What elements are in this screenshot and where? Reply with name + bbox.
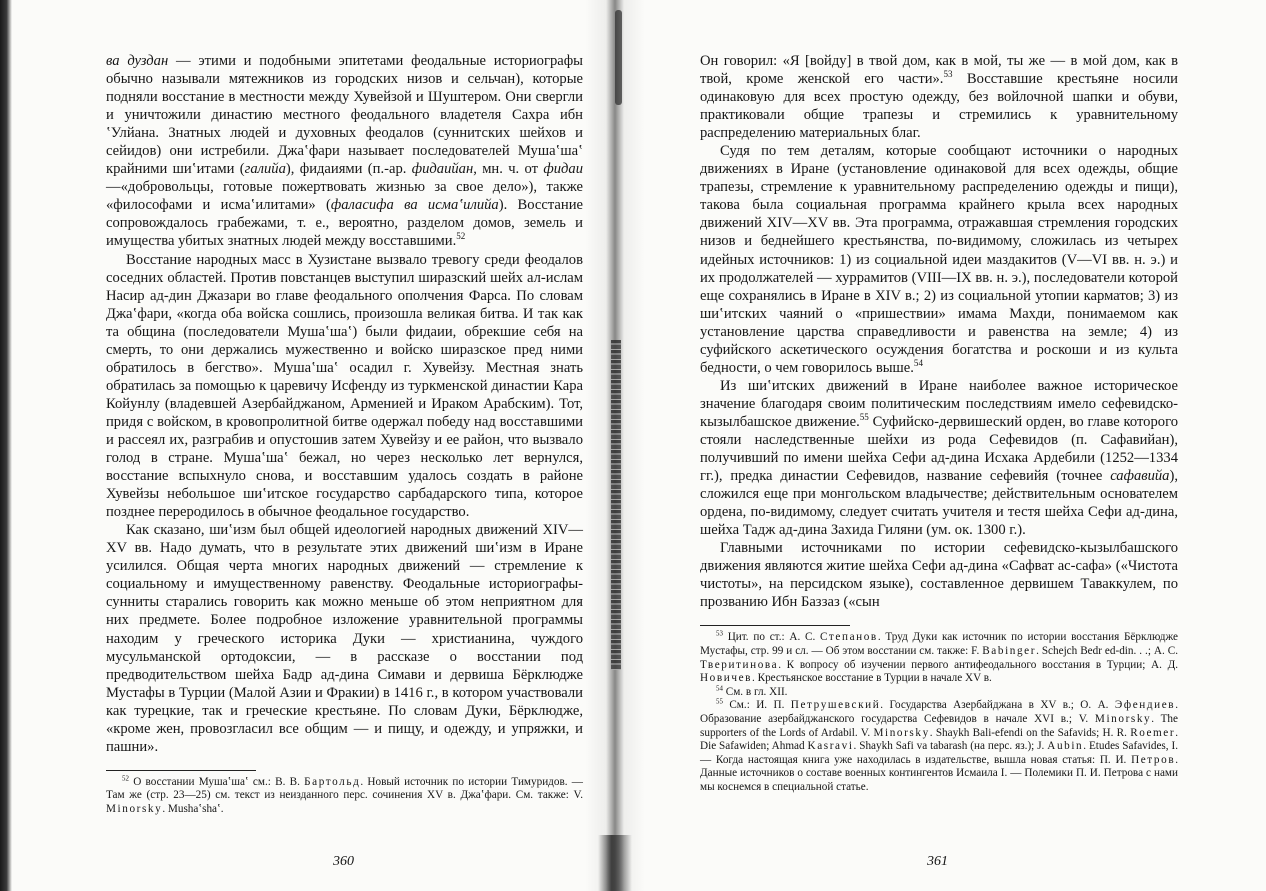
right-page: [700, 52, 1178, 795]
left-paragraph-2: Восстание народных масс в Хузистане вызвало тревогу среди феодалов соседних областей. Против повстанцев выступил ширазский шейх ал-ислам Насир ад-дин Джазари во главе феодального ополчения Фарса. По словам Джаʽфари, «когда оба войска сошлись, произошла великая битва. И так как та община (последователи Мушаʽшаʽ) были фидаии, обрекшие себя на смерть, то они держались мужественно и войско ширазское пред ними обратилось в бегство». Мушаʽшаʽ осадил г. Хувейзу. Местная знать обратилась за помощью к царевичу Исфенду из туркменской династии Кара Койунлу (владевшей Азербайджаном, Арменией и Ираком Арабским). Тот, придя с войском, в кровопролитной битве одержал победу над восставшими и рассеял их, разграбив и опустошив затем Хувейзу и ее район, что вызвало голод в стране. Мушаʽшаʽ бежал, но через несколько лет вернулся, восстание вспыхнуло снова, и восставшим удалось создать в районе Хувейзы небольшое шиʽитское государство сарбадарского типа, которое позднее переродилось в обычное феодальное государство.: [106, 251, 583, 521]
footnote-55: $^{55}$ См.: И. П. Петрушевский. Государства Азербайджана в XV в.; О. А. Эфендиев. Образование азербайджанского государства Сефевидов в начале XVI в.; V. Minorsky. The supporters of the Lords of Ardabil. V. Minorsky. Shaykh Bali-efendi on the Safavids; H. R. Roemer. Die Safawiden; Ahmad Kasravi. Shaykh Safi va tabarash (на перс. яз.); J. Aubin. Etudes Safavides, I. — Когда настоящая книга уже находилась в издательстве, вышла новая статья: П. И. Петров. Данные источников о составе военных контингентов Исмаила I. — Полемики П. И. Петрова с нами мы коснемся в специальной статье.: [700, 697, 1179, 793]
left-paragraph-3: Как сказано, шиʽизм был общей идеологией народных движений XIV—XV вв. Надо думать, что в результате этих движений шиʽизм в Иране усилился. Общая черта многих народных движений — стремление к социальному и имущественному равенству. Феодальные историографы-сунниты старались говорить как можно меньше об этом неприятном для них предмете. Более подробное изложение уравнительной программы находим у греческого историка Дуки — христианина, чуждого мусульманской ортодоксии, — в рассказе о восстании под предводительством шейха Бадр ад-дина Симави и дервиша Бёрклюдже Мустафы в Турции (Малой Азии и Фракии) в 1416 г., в котором участвовали как турецкие, так и греческие крестьяне. По словам Дуки, Бёрклюдже, «кроме жен, провозгласил все общим — и пищу, и одежду, и упряжки, и пашни».: [106, 522, 583, 755]
book-gutter-shadow: [585, 0, 645, 891]
right-paragraph-4: Главными источниками по истории сефевидско-кызылбашского движения являются житие шейха Сефи ад-дина «Сафват ас-сафа» («Чистота чистоты», на персидском языке), составленное дервишем Таваккулем, по прозванию Ибн Баззаз («сын: [700, 540, 1178, 611]
scan-left-edge-shadow: [0, 0, 12, 891]
page-number-right: 361: [927, 854, 948, 869]
footnote-52: $^{52}$ О восстании Мушаʽшаʽ см.: В. В. Бартольд. Новый источник по истории Тимуридов. — Там же (стр. 23—25) см. текст из неизданного перс. сочинения XV в. Джаʽфари. См. также: V. Minorsky. Mushaʽshaʽ.: [106, 774, 583, 816]
left-paragraph-1: ва дуздан — этими и подобными эпитетами феодальные историографы обычно называли мятежников из городских низов и сельчан), которые подняли восстание в местности между Хувейзой и Шуштером. Они свергли и уничтожили династию местного феодального владетеля Сахра ибн ʽУлйана. Знатных людей и духовных феодалов (суннитских шейхов и сейидов) они истребили. Джаʽфари называет последователей Мушаʽшаʽ крайними шиʽитами (галийа), фидаиями (п.-ар. фидаийан, мн. ч. от фидаи —«добровольцы, готовые пожертвовать жизнью за свое дело»), также «философами и исмаʽилитами» (фаласифа ва исмаʽилийа). Восстание сопровождалось грабежами, т. е., вероятно, разделом домов, земель и имущества убитых знатных людей между восставшими.$^{52}$: [106, 53, 584, 250]
right-paragraph-1: Он говорил: «Я [войду] в твой дом, как в мой, ты же — в мой дом, как в твой, кроме женской его части».$^{53}$ Восставшие крестьяне носили одинаковую для всех простую одежду, без войлочной шапки и обуви, практиковали общие трапезы и стремились к уравнительному распределению материальных благ.: [700, 53, 1178, 142]
footnote-54: $^{54}$ См. в гл. XII.: [716, 684, 788, 698]
right-paragraph-3: Из шиʽитских движений в Иране наиболее важное историческое значение благодаря своим политическим последствиям имело сефевидско-кызылбашское движение.$^{55}$ Суфийско-дервишеский орден, во главе которого стояли наследственные шейхи из рода Сефевидов (п. Сафавийан), получивший по имени шейха Сефи ад-дина Исхака Ардебили (1252—1334 гг.), предка династии Сефевидов, название сефевийя (точнее сафавийа), сложился еще при монгольском владычестве; действительным основателем ордена, по-видимому, следует считать учителя и тестя шейха Сефи ад-дина, шейха Тадж ад-дина Захида Гиляни (ум. ок. 1300 г.).: [700, 377, 1178, 539]
page-number-left: 360: [333, 854, 354, 869]
left-page: [106, 52, 583, 817]
right-paragraph-2: Судя по тем деталям, которые сообщают источники о народных движениях в Иране (установление одинаковой для всех одежды, общие трапезы, стремление к уравнительному распределению одежды и пищи), такова была социальная программа крайнего крыла всех народных движений XIV—XV вв. Эта программа, отражавшая стремления городских низов и беднейшего крестьянства, по-видимому, сложилась из четырех идейных источников: 1) из социальной идеи маздакитов (V—VI вв. н. э.) и их продолжателей — хуррамитов (VIII—IX вв. н. э.), последователи которой еще сохранялись в Иране в XIV в.; 2) из социальной утопии карматов; 3) из шиʽитских чаяний о «пришествии» имама Махди, понимаемом как установление царства справедливости и равенства на земле; 4) из суфийского аскетического осуждения богатства и роскоши и из культа бедности, о чем говорилось выше.$^{54}$: [700, 143, 1178, 376]
footnote-53: $^{53}$ Цит. по ст.: А. С. Степанов. Труд Дуки как источник по истории восстания Бёрклюдже Мустафы, стр. 99 и сл. — Об этом восстании см. также: F. Babinger. Schejch Bedr ed-din. . .; А. С. Твеpитинова. К вопросу об изучении первого антифеодального восстания в Турции; А. Д. Новичев. Крестьянское восстание в Турции в начале XV в.: [700, 629, 1179, 685]
left-footnotes: [106, 764, 583, 817]
right-footnotes: [700, 619, 1178, 794]
gutter-bottom-shadow: [598, 835, 632, 891]
